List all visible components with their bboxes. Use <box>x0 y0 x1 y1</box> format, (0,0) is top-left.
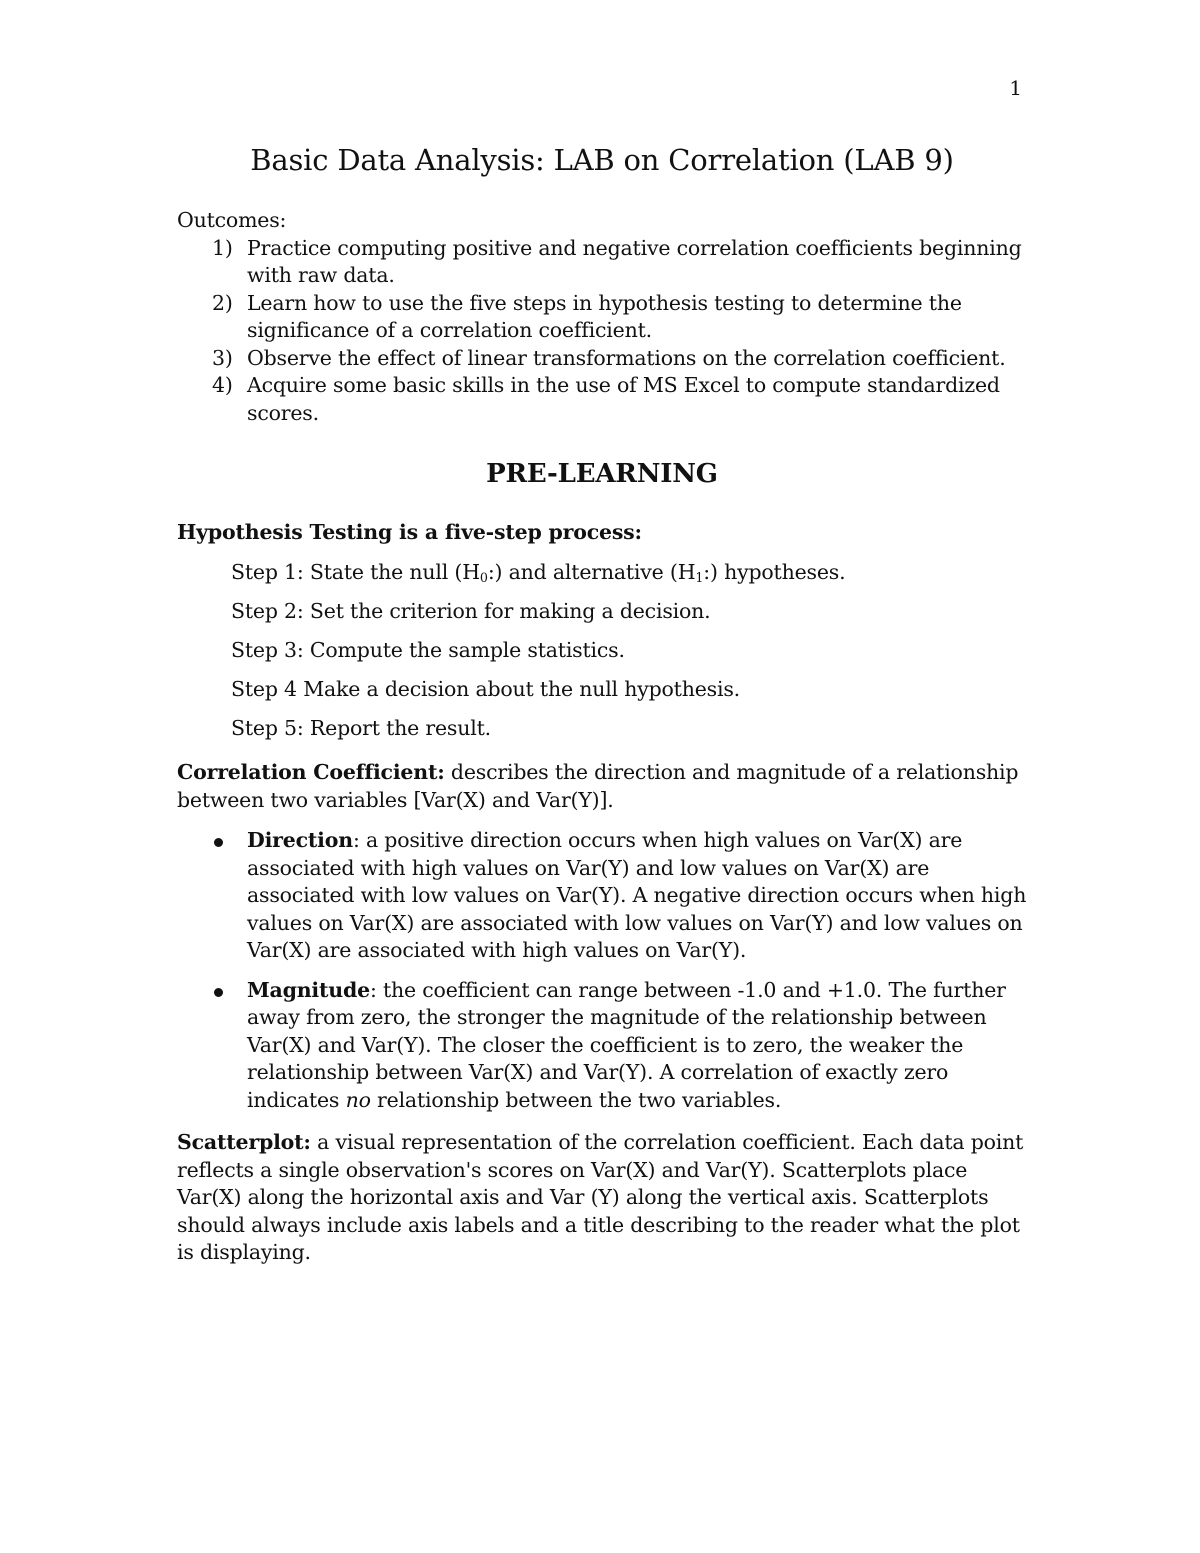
outcome-item <box>177 345 1027 373</box>
correlation-text: describes the direction and magnitude of a relationship between two variables [Var(X) and Var(Y)]. <box>177 760 1019 812</box>
prelearning-heading: PRE-LEARNING <box>486 459 718 489</box>
outcome-number: 2) <box>212 290 233 315</box>
step-item: Step 3: Compute the sample statistics. <box>231 637 625 662</box>
correlation-definition <box>177 759 1027 814</box>
step-item: Step 5: Report the result. <box>231 715 491 740</box>
step-item <box>231 559 1027 587</box>
outcome-text: Learn how to use the five steps in hypothesis testing to determine the significance of a correlation coefficient. <box>247 290 962 342</box>
direction-term: Direction <box>247 828 353 852</box>
bullet-direction <box>177 827 1027 965</box>
bullet-magnitude <box>177 977 1027 1115</box>
outcome-text: Observe the effect of linear transformations on the correlation coefficient. <box>247 345 1006 370</box>
step-text: Step 1: State the null (H <box>231 559 480 584</box>
magnitude-text: : the coefficient can range between -1.0 and +1.0. The further away from zero, the stronger the magnitude of the relationship between Var(X) and Var(Y). The closer the coefficient is to zero, the weaker the relationship between Var(X) and Var(Y). A correlation of exactly zero indicates <box>247 977 1006 1112</box>
correlation-term: Correlation Coefficient: <box>177 760 445 784</box>
outcome-item <box>177 290 1027 345</box>
bullet-icon <box>214 838 223 847</box>
hypothesis-steps <box>177 559 1027 743</box>
bullet-icon <box>214 988 223 997</box>
magnitude-emphasis: no <box>345 1087 371 1112</box>
step-item: Step 4 Make a decision about the null hypothesis. <box>231 676 740 701</box>
outcome-item <box>177 372 1027 427</box>
scatterplot-text: a visual representation of the correlation coefficient. Each data point reflects a single observation's scores on Var(X) and Var(Y). Scatterplots place Var(X) along the horizontal axis and Var (Y) along the vertical axis. Scatterplots should always include axis labels and a title describing to the reader what the plot is displaying. <box>177 1130 1024 1264</box>
step-text: :) hypotheses. <box>703 559 846 584</box>
magnitude-text-end: relationship between the two variables. <box>370 1087 782 1112</box>
magnitude-term: Magnitude <box>247 977 370 1002</box>
step-text: :) and alternative (H <box>487 559 696 584</box>
step-item: Step 2: Set the criterion for making a decision. <box>231 598 711 623</box>
scatterplot-term: Scatterplot: <box>177 1130 311 1154</box>
outcome-number: 4) <box>212 373 233 397</box>
page-number: 1 <box>1009 76 1022 100</box>
subscript-one: 1 <box>695 569 704 585</box>
outcome-number: 1) <box>212 235 233 260</box>
outcome-item <box>177 235 1027 290</box>
hypothesis-heading: Hypothesis Testing is a five-step process: <box>177 520 642 544</box>
scatterplot-definition <box>177 1129 1027 1267</box>
subscript-zero: 0 <box>479 569 488 585</box>
document-title: Basic Data Analysis: LAB on Correlation (LAB 9) <box>250 143 954 177</box>
outcomes-list <box>177 235 1027 428</box>
outcome-text: Practice computing positive and negative correlation coefficients beginning with raw data. <box>247 235 1022 287</box>
document-body <box>177 140 1027 1267</box>
outcome-number: 3) <box>212 345 233 370</box>
outcomes-label: Outcomes: <box>177 208 287 232</box>
correlation-bullets <box>177 827 1027 1114</box>
outcome-text: Acquire some basic skills in the use of MS Excel to compute standardized scores. <box>247 373 1000 425</box>
direction-text: : a positive direction occurs when high values on Var(X) are associated with high values on Var(Y) and low values on Var(X) are associated with low values on Var(Y). A negative direction occurs when high values on Var(X) are associated with low values on Var(Y) and low values on Var(X) are associated with high values on Var(Y). <box>247 828 1027 962</box>
